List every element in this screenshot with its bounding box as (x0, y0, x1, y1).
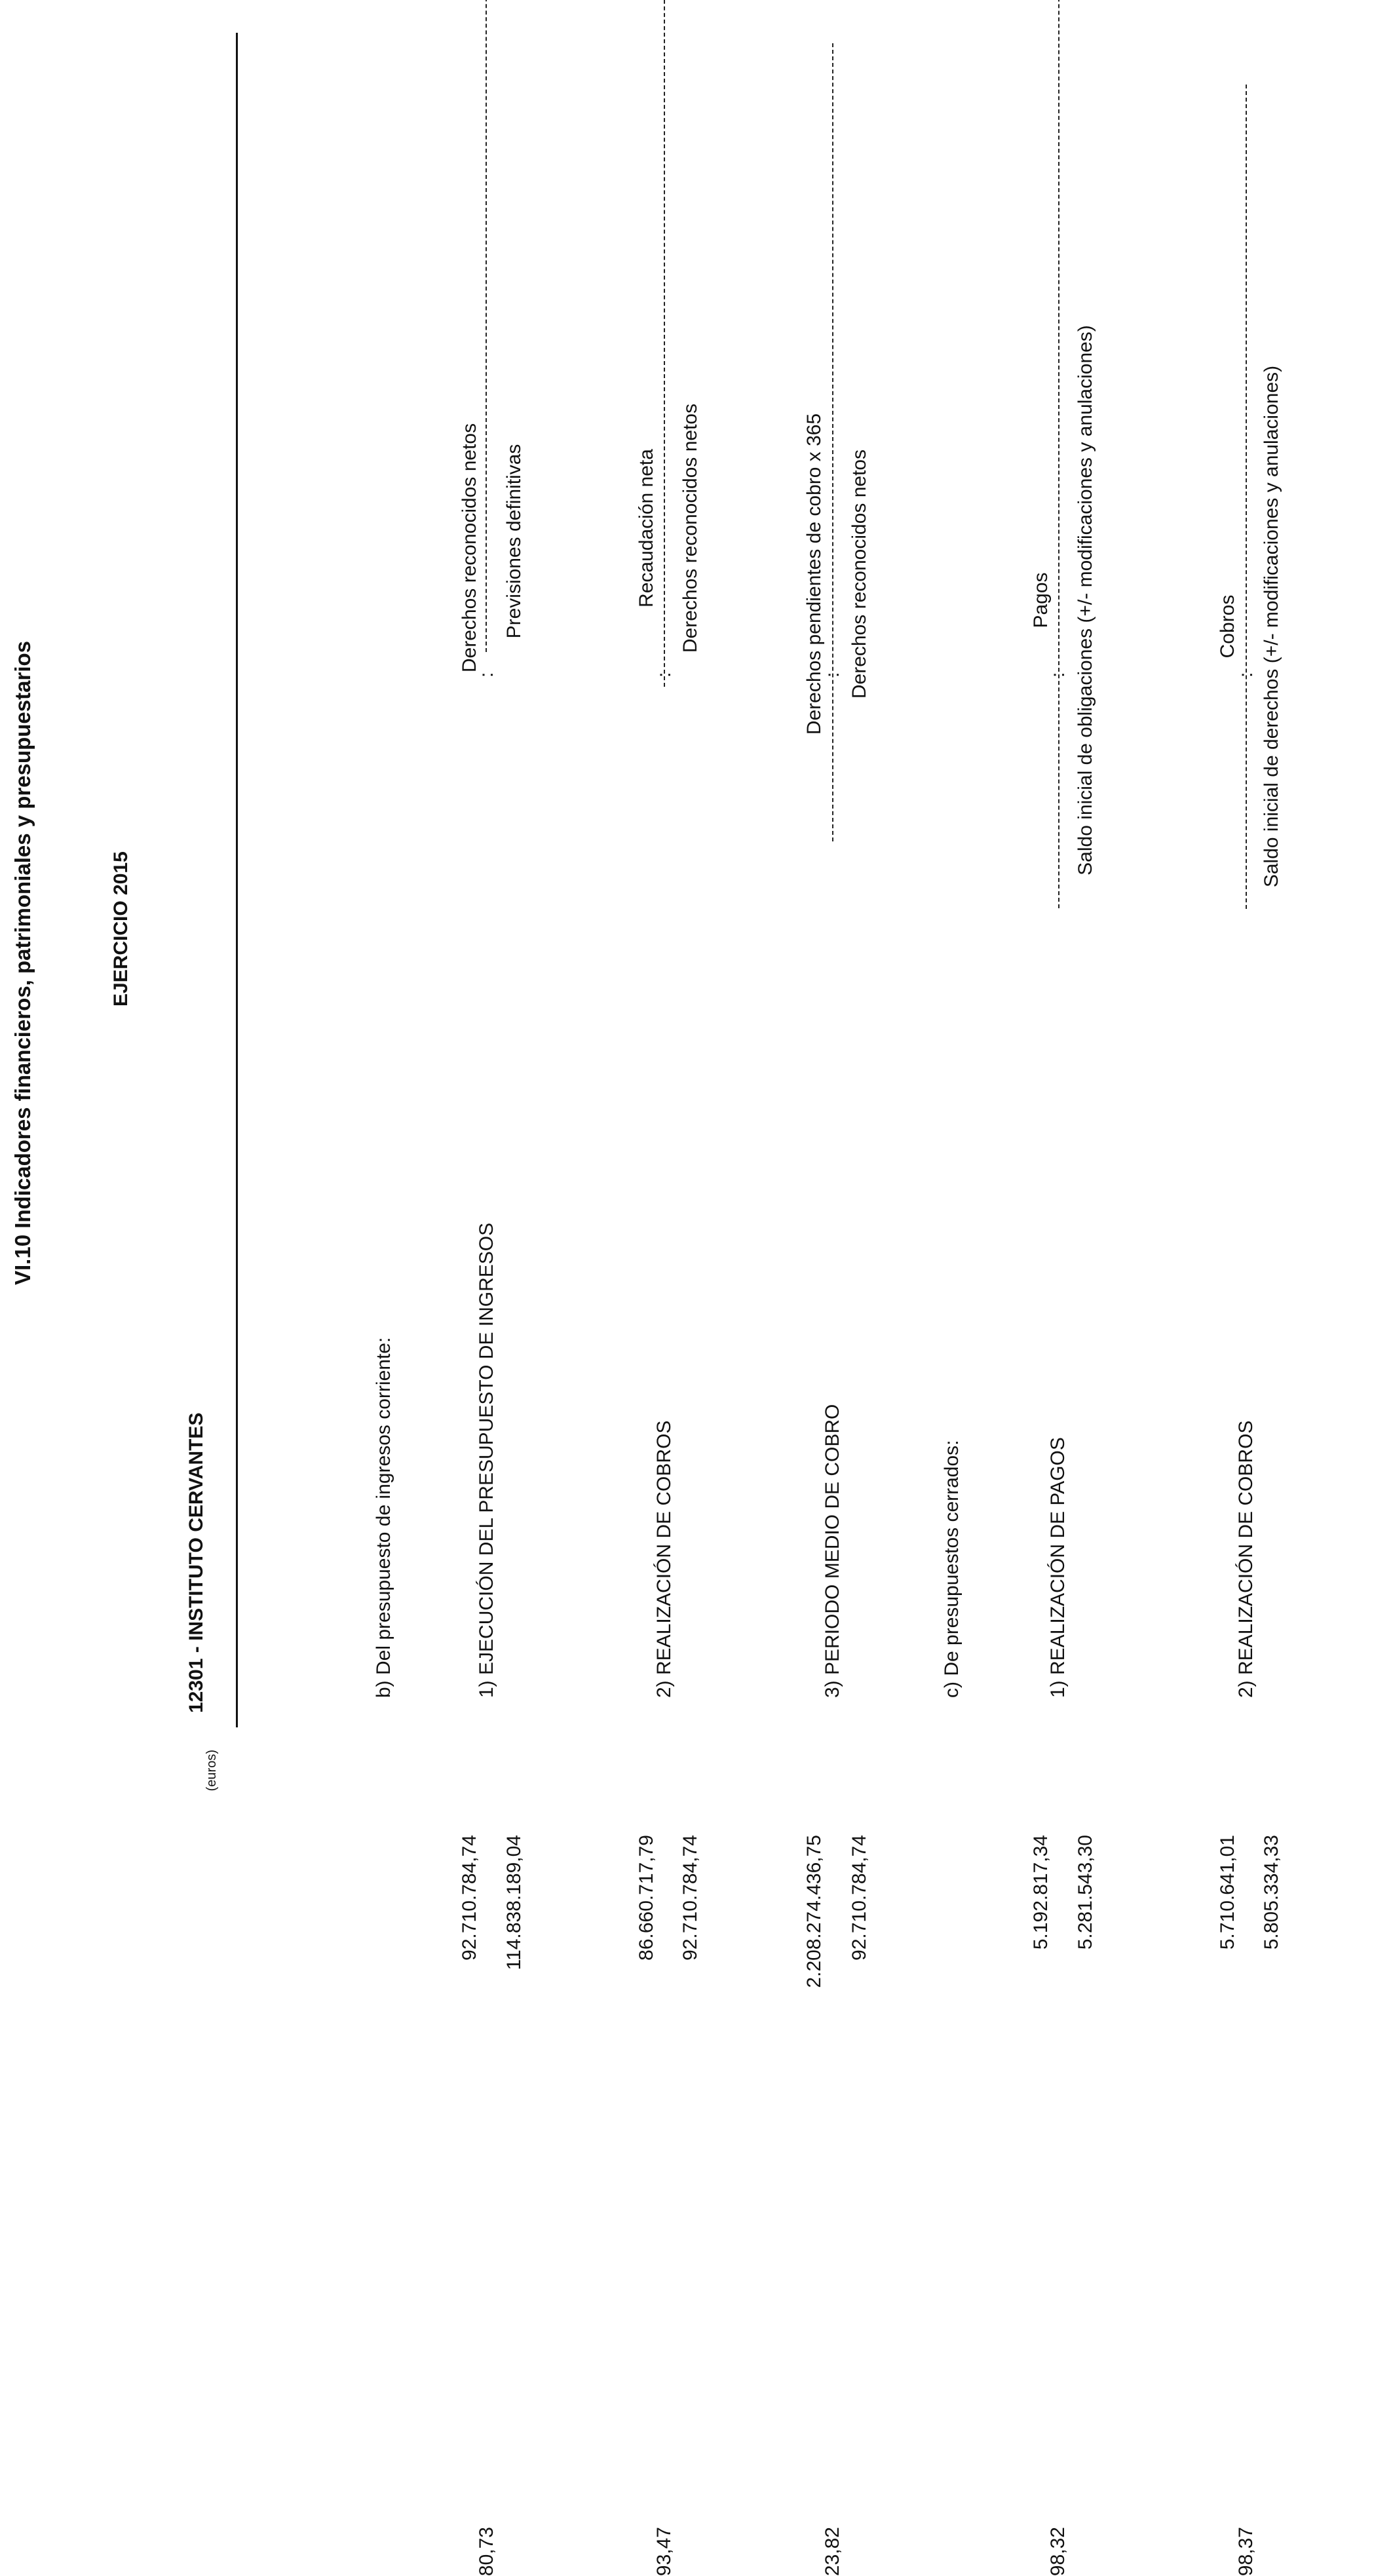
indicator-ratio: 23,82 (822, 2527, 843, 2576)
indicator-label: 1) REALIZACIÓN DE PAGOS (1047, 1437, 1069, 1698)
numerator-value: 5.192.817,34 (1030, 1835, 1052, 1950)
fraction-line (664, 0, 665, 687)
denominator-label: Saldo inicial de obligaciones (+/- modificaciones y anulaciones) (1075, 325, 1096, 875)
section-b-heading: b) Del presupuesto de ingresos corriente: (373, 1337, 394, 1698)
denominator-value: 92.710.784,74 (849, 1835, 870, 1961)
indicator-ratio: 98,37 (1235, 2527, 1257, 2576)
indicator-label: 1) EJECUCIÓN DEL PRESUPUESTO DE INGRESOS (476, 1222, 497, 1698)
ratio-separator: : (822, 672, 843, 678)
fraction-line (1246, 85, 1247, 909)
numerator-label: Cobros (1217, 594, 1238, 659)
ratio-separator: : (653, 672, 675, 678)
ratio-separator: : (1235, 672, 1257, 678)
units-label: (euros) (204, 1750, 219, 1792)
indicator-label: 2) REALIZACIÓN DE COBROS (653, 1420, 675, 1698)
denominator-label: Saldo inicial de derechos (+/- modificaciones y anulaciones) (1261, 365, 1282, 888)
denominator-value: 5.281.543,30 (1075, 1835, 1096, 1950)
numerator-value: 5.710.641,01 (1217, 1835, 1238, 1950)
section-c-heading: c) De presupuestos cerrados: (941, 1440, 963, 1698)
denominator-value: 92.710.784,74 (679, 1835, 701, 1961)
ratio-separator: : (476, 672, 497, 678)
indicator-ratio: 98,32 (1047, 2527, 1069, 2576)
denominator-label: Previsiones definitivas (503, 444, 525, 639)
numerator-label: Pagos (1030, 572, 1052, 628)
denominator-label: Derechos reconocidos netos (679, 403, 701, 653)
denominator-label: Derechos reconocidos netos (849, 449, 870, 699)
ratio-separator: : (1047, 672, 1069, 678)
numerator-value: 2.208.274.436,75 (803, 1835, 825, 1988)
numerator-label: Recaudación neta (636, 449, 657, 607)
fraction-line (1058, 0, 1059, 908)
numerator-value: 92.710.784,74 (459, 1835, 480, 1961)
indicator-label: 3) PERIODO MEDIO DE COBRO (822, 1404, 843, 1698)
indicator-label: 2) REALIZACIÓN DE COBROS (1235, 1420, 1257, 1698)
denominator-value: 114.838.189,04 (503, 1835, 525, 1970)
denominator-value: 5.805.334,33 (1261, 1835, 1282, 1950)
ejercicio-label: EJERCICIO 2015 (110, 851, 132, 1007)
fraction-line (486, 0, 487, 652)
indicator-ratio: 93,47 (653, 2527, 675, 2576)
document-title: VI.10 Indicadores financieros, patrimoniales y presupuestarios (10, 640, 35, 1285)
numerator-label: Derechos pendientes de cobro x 365 (803, 413, 825, 735)
fraction-line (832, 43, 833, 841)
entity-name: 12301 - INSTITUTO CERVANTES (185, 1412, 207, 1713)
indicator-ratio: 80,73 (476, 2527, 497, 2576)
numerator-value: 86.660.717,79 (636, 1835, 657, 1961)
header-rule (236, 33, 238, 1727)
numerator-label: Derechos reconocidos netos (459, 423, 480, 673)
